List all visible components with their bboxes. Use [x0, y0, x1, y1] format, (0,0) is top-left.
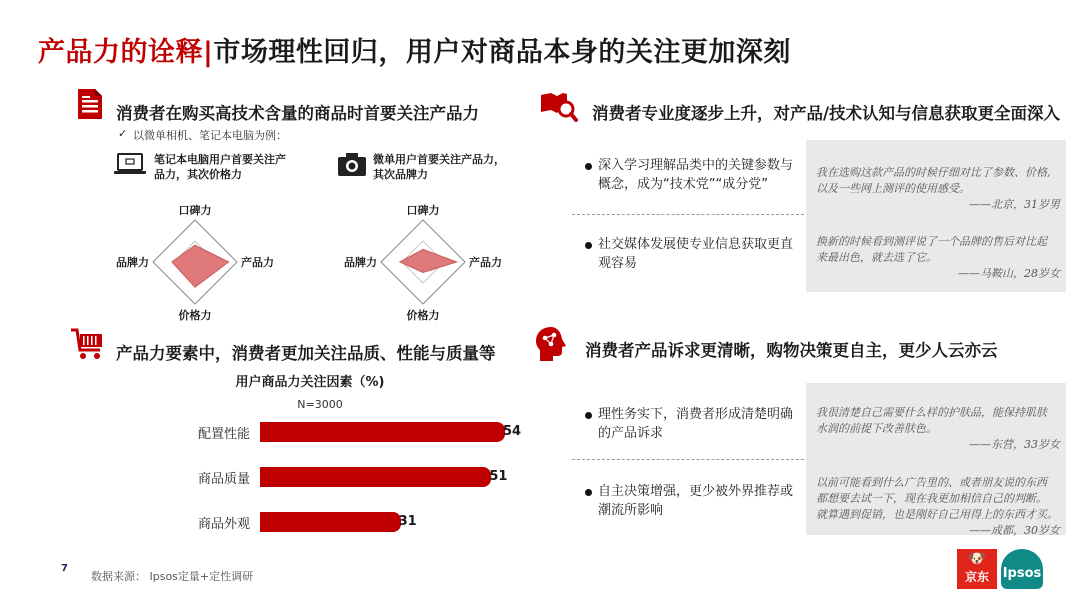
sec4-bullet1-dot — [585, 412, 592, 419]
sec4-quote2-line3: 就算遇到促销，也是刚好自己用得上的东西才买。 — [816, 508, 1058, 521]
document-icon — [76, 88, 104, 120]
sec4-quote1-src: ——东营，33岁女 — [969, 438, 1060, 451]
check-icon: ✓ — [118, 127, 128, 140]
page-title — [38, 30, 791, 69]
sec3-quote2 — [816, 234, 1060, 282]
sec3-bullet2 — [598, 235, 793, 273]
sec4-quote2 — [816, 475, 1060, 539]
sec4-bullet2-line1: 自主决策增强，更少被外界推荐或 — [598, 484, 794, 499]
sec4-quote1-line2: 水润的前提下改善肤色。 — [816, 422, 937, 435]
sec3-bullet1-line2: 概念，成为“技术党”“成分党” — [598, 177, 768, 192]
sec4-quote1 — [816, 405, 1060, 453]
jd-logo — [957, 549, 997, 589]
radar-axis-label: 产品力 — [469, 256, 502, 269]
bar — [260, 512, 401, 532]
sec3-quote1-line2: 以及一些网上测评的使用感受。 — [816, 182, 970, 195]
sec3-divider — [572, 214, 804, 215]
sec3-bullet2-dot — [585, 242, 592, 249]
radar-chart-camera — [338, 200, 508, 324]
radar-series-polygon — [400, 249, 457, 272]
sec1-heading: 消费者在购买高技术含量的商品时首要关注产品力 — [116, 104, 479, 123]
sec4-bullet1 — [598, 405, 793, 443]
bar-chart-title: 用户商品力关注因素（%) — [235, 375, 385, 390]
laptop-icon — [113, 152, 147, 178]
radar-axis-label: 口碑力 — [406, 204, 440, 217]
laptop-text-line1: 笔记本电脑用户首要关注产 — [154, 153, 286, 166]
head-network-icon — [533, 325, 569, 363]
radar-axis-label: 口碑力 — [178, 204, 212, 217]
sec3-quote1 — [816, 165, 1060, 213]
sec3-bullet1 — [598, 156, 793, 194]
bar-category-label: 商品质量 — [197, 472, 250, 487]
camera-text-line1: 微单用户首要关注产品力， — [373, 153, 505, 166]
camera-text — [373, 152, 505, 182]
radar-axis-label: 产品力 — [241, 256, 274, 269]
sec2-heading: 产品力要素中，消费者更加关注品质、性能与质量等 — [116, 344, 496, 363]
sec4-bullet1-line1: 理性务实下，消费者形成清楚明确 — [598, 407, 794, 422]
shopping-cart-icon — [70, 326, 106, 362]
sec3-quote2-line2: 来最出色，就去选了它。 — [816, 251, 937, 264]
bar-value-label: 54 — [503, 424, 522, 439]
radar-axis-label: 品牌力 — [116, 256, 149, 269]
radar-series-polygon — [172, 245, 229, 287]
source-note: 数据来源： Ipsos定量+定性调研 — [91, 570, 254, 583]
radar-chart-laptop — [110, 200, 280, 324]
radar-axis-label: 品牌力 — [344, 256, 377, 269]
bar-value-label: 31 — [398, 514, 417, 529]
sec4-heading: 消费者产品诉求更清晰，购物决策更自主，更少人云亦云 — [585, 341, 998, 360]
sec4-quote1-line1: 我很清楚自己需要什么样的护肤品，能保持肌肤 — [816, 406, 1047, 419]
page-number: 7 — [61, 563, 68, 574]
sec3-quote2-line1: 换新的时候看到测评说了一个品牌的售后对比起 — [816, 235, 1047, 248]
bar-chart-n: N=3000 — [297, 398, 343, 411]
bar-chart — [160, 420, 522, 540]
sec3-bullet1-dot — [585, 163, 592, 170]
sec3-heading: 消费者专业度逐步上升，对产品/技术认知与信息获取更全面深入 — [592, 104, 1061, 123]
bar-category-label: 配置性能 — [197, 427, 250, 442]
laptop-text — [154, 152, 286, 182]
jd-logo-mascot: 🐶 — [968, 551, 986, 567]
laptop-text-line2: 品力，其次价格力 — [154, 168, 242, 181]
ipsos-logo: Ipsos — [1001, 549, 1043, 589]
sec4-quote2-line2: 都想要去试一下，现在我更加相信自己的判断。 — [816, 492, 1047, 505]
title-main: 市场理性回归，用户对商品本身的关注更加深刻 — [213, 37, 791, 68]
sec4-bullet2 — [598, 482, 793, 520]
sec4-bullet2-dot — [585, 489, 592, 496]
sec4-divider — [572, 459, 804, 460]
sec3-quote1-src: ——北京，31岁男 — [969, 198, 1060, 211]
camera-text-line2: 其次品牌力 — [373, 168, 428, 181]
bar-category-label: 商品外观 — [197, 517, 250, 532]
bar — [260, 467, 491, 487]
sec1-check-note: 以微单相机、笔记本电脑为例： — [133, 129, 287, 142]
radar-axis-label: 价格力 — [178, 309, 212, 322]
sec3-quote1-line1: 我在选购这款产品的时候仔细对比了参数、价格, — [816, 166, 1051, 179]
bar — [260, 422, 505, 442]
camera-icon — [337, 151, 367, 177]
sec4-bullet2-line2: 潮流所影响 — [598, 503, 664, 518]
sec3-bullet1-line1: 深入学习理解品类中的关键参数与 — [598, 158, 794, 173]
sec4-quote2-src: ——成都，30岁女 — [969, 524, 1060, 537]
radar-axis-label: 价格力 — [406, 309, 440, 322]
bar-value-label: 51 — [489, 469, 508, 484]
sec4-quote2-line1: 以前可能看到什么广告里的、或者朋友说的东西 — [816, 476, 1047, 489]
sec3-bullet2-line2: 观容易 — [598, 256, 638, 271]
sec4-bullet1-line2: 的产品诉求 — [598, 426, 664, 441]
jd-logo-text: 京东 — [964, 570, 989, 584]
book-magnifier-icon — [540, 89, 578, 125]
sec3-bullet2-line1: 社交媒体发展使专业信息获取更直 — [598, 237, 794, 252]
sec3-quote2-src: ——马鞍山，28岁女 — [958, 267, 1060, 280]
title-prefix: 产品力的诠释| — [38, 37, 214, 68]
